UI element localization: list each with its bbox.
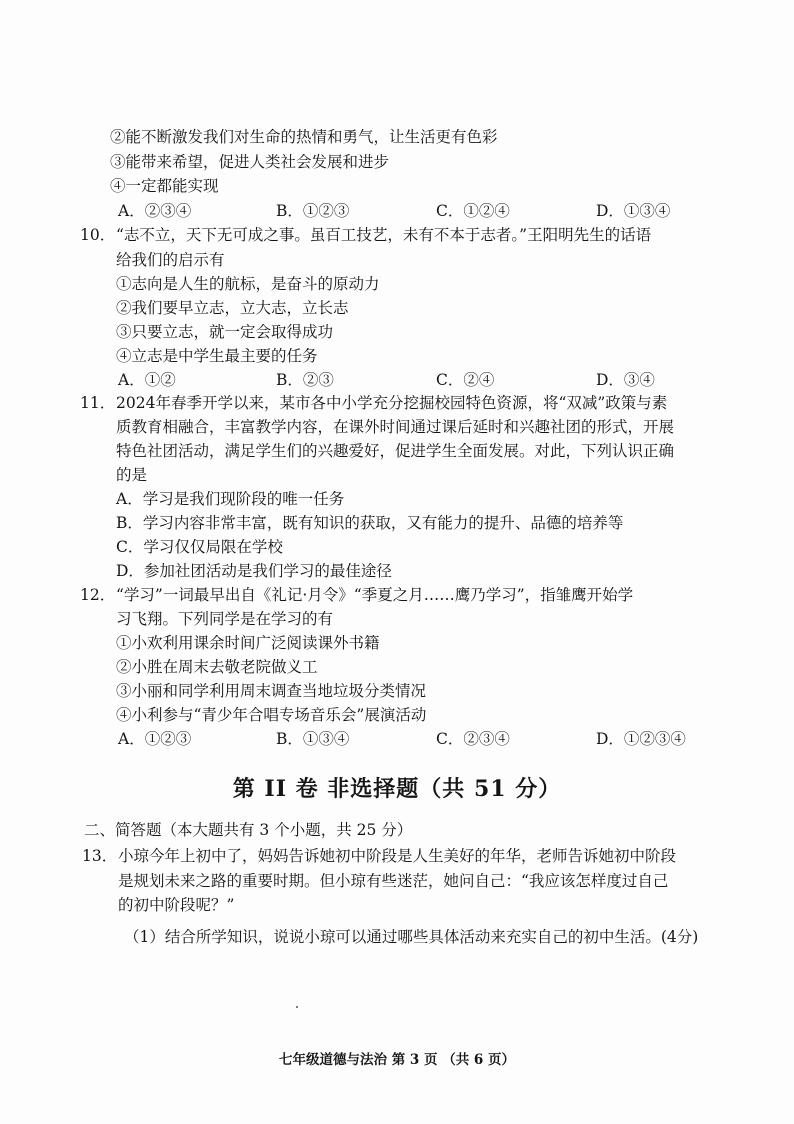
q10-item-3: ③只要立志，就一定会取得成功: [116, 323, 334, 341]
q12-option-b: B．①③④: [276, 730, 350, 748]
q13-sub-question-1: （1）结合所学知识，说说小琼可以通过哪些具体活动来充实自己的初中生活。(4分): [124, 928, 699, 946]
q12-item-2: ②小胜在周末去敬老院做义工: [116, 658, 318, 676]
q10-number: 10．: [80, 226, 116, 244]
q11-option-b: B．学习内容非常丰富，既有知识的获取，又有能力的提升、品德的培养等: [116, 514, 624, 532]
q10-option-b: B．②③: [276, 371, 334, 389]
q11-number: 11．: [80, 394, 116, 412]
q13-stem-line-1: 小琼今年上初中了，妈妈告诉她初中阶段是人生美好的年华，老师告诉她初中阶段: [118, 847, 677, 865]
q12-option-d: D．①②③④: [596, 730, 686, 748]
q10-item-2: ②我们要早立志，立大志，立长志: [116, 299, 349, 317]
q9-item-3: ③能带来希望，促进人类社会发展和进步: [110, 153, 390, 171]
q9-item-2: ②能不断激发我们对生命的热情和勇气，让生活更有色彩: [110, 128, 498, 146]
q13-stem-line-2: 是规划未来之路的重要时期。但小琼有些迷茫，她问自己：“我应该怎样度过自己: [118, 872, 669, 890]
q13-number: 13．: [82, 847, 118, 865]
q10-option-d: D．③④: [596, 371, 655, 389]
page-footer: 七年级道德与法治 第 3 页 （共 6 页）: [279, 1052, 515, 1068]
part-2-heading: 二、简答题（本大题共有 3 个小题，共 25 分）: [84, 821, 413, 839]
q10-stem-line-2: 给我们的启示有: [116, 251, 225, 269]
q9-option-d: D．①③④: [596, 202, 671, 220]
q10-item-4: ④立志是中学生最主要的任务: [116, 347, 318, 365]
q12-option-c: C．②③④: [436, 730, 510, 748]
q9-option-b: B．①②③: [276, 202, 350, 220]
q10-option-c: C．②④: [436, 371, 495, 389]
q9-item-4: ④一定都能实现: [110, 177, 219, 195]
q12-item-1: ①小欢利用课余时间广泛阅读课外书籍: [116, 634, 380, 652]
q11-stem-line-2: 质教育相融合，丰富教学内容，在课外时间通过课后延时和兴趣社团的形式，开展: [116, 418, 675, 436]
q12-item-3: ③小丽和同学利用周末调查当地垃圾分类情况: [116, 682, 427, 700]
q10-option-a: A．①②: [118, 371, 176, 389]
q11-option-d: D．参加社团活动是我们学习的最佳途径: [116, 562, 392, 580]
q11-stem-line-1: 2024年春季开学以来，某市各中小学充分挖掘校园特色资源，将“双减”政策与素: [116, 394, 668, 412]
q9-option-a: A．②③④: [118, 202, 192, 220]
q12-item-4: ④小利参与“青少年合唱专场音乐会”展演活动: [116, 706, 427, 724]
q11-stem-line-3: 特色社团活动，满足学生们的兴趣爱好，促进学生全面发展。对此，下列认识正确: [116, 442, 675, 460]
q10-stem-line-1: “志不立，天下无可成之事。虽百工技艺，未有不本于志者。”王阳明先生的话语: [116, 226, 652, 244]
scan-speck: [296, 1006, 298, 1008]
q10-item-1: ①志向是人生的航标，是奋斗的原动力: [116, 275, 380, 293]
q9-option-c: C．①②④: [436, 202, 510, 220]
q11-option-a: A．学习是我们现阶段的唯一任务: [116, 490, 345, 508]
q11-stem-line-4: 的是: [116, 466, 148, 484]
q12-stem-line-2: 习飞翔。下列同学是在学习的有: [116, 610, 334, 628]
q11-option-c: C．学习仅仅局限在学校: [116, 538, 283, 556]
section-2-title: 第 II 卷 非选择题（共 51 分）: [232, 776, 562, 802]
q12-stem-line-1: “学习”一词最早出自《礼记·月令》“季夏之月……鹰乃学习”，指雏鹰开始学: [116, 586, 634, 604]
q12-option-a: A．①②③: [118, 730, 192, 748]
q13-stem-line-3: 的初中阶段呢？”: [118, 896, 235, 914]
q12-number: 12．: [80, 586, 116, 604]
